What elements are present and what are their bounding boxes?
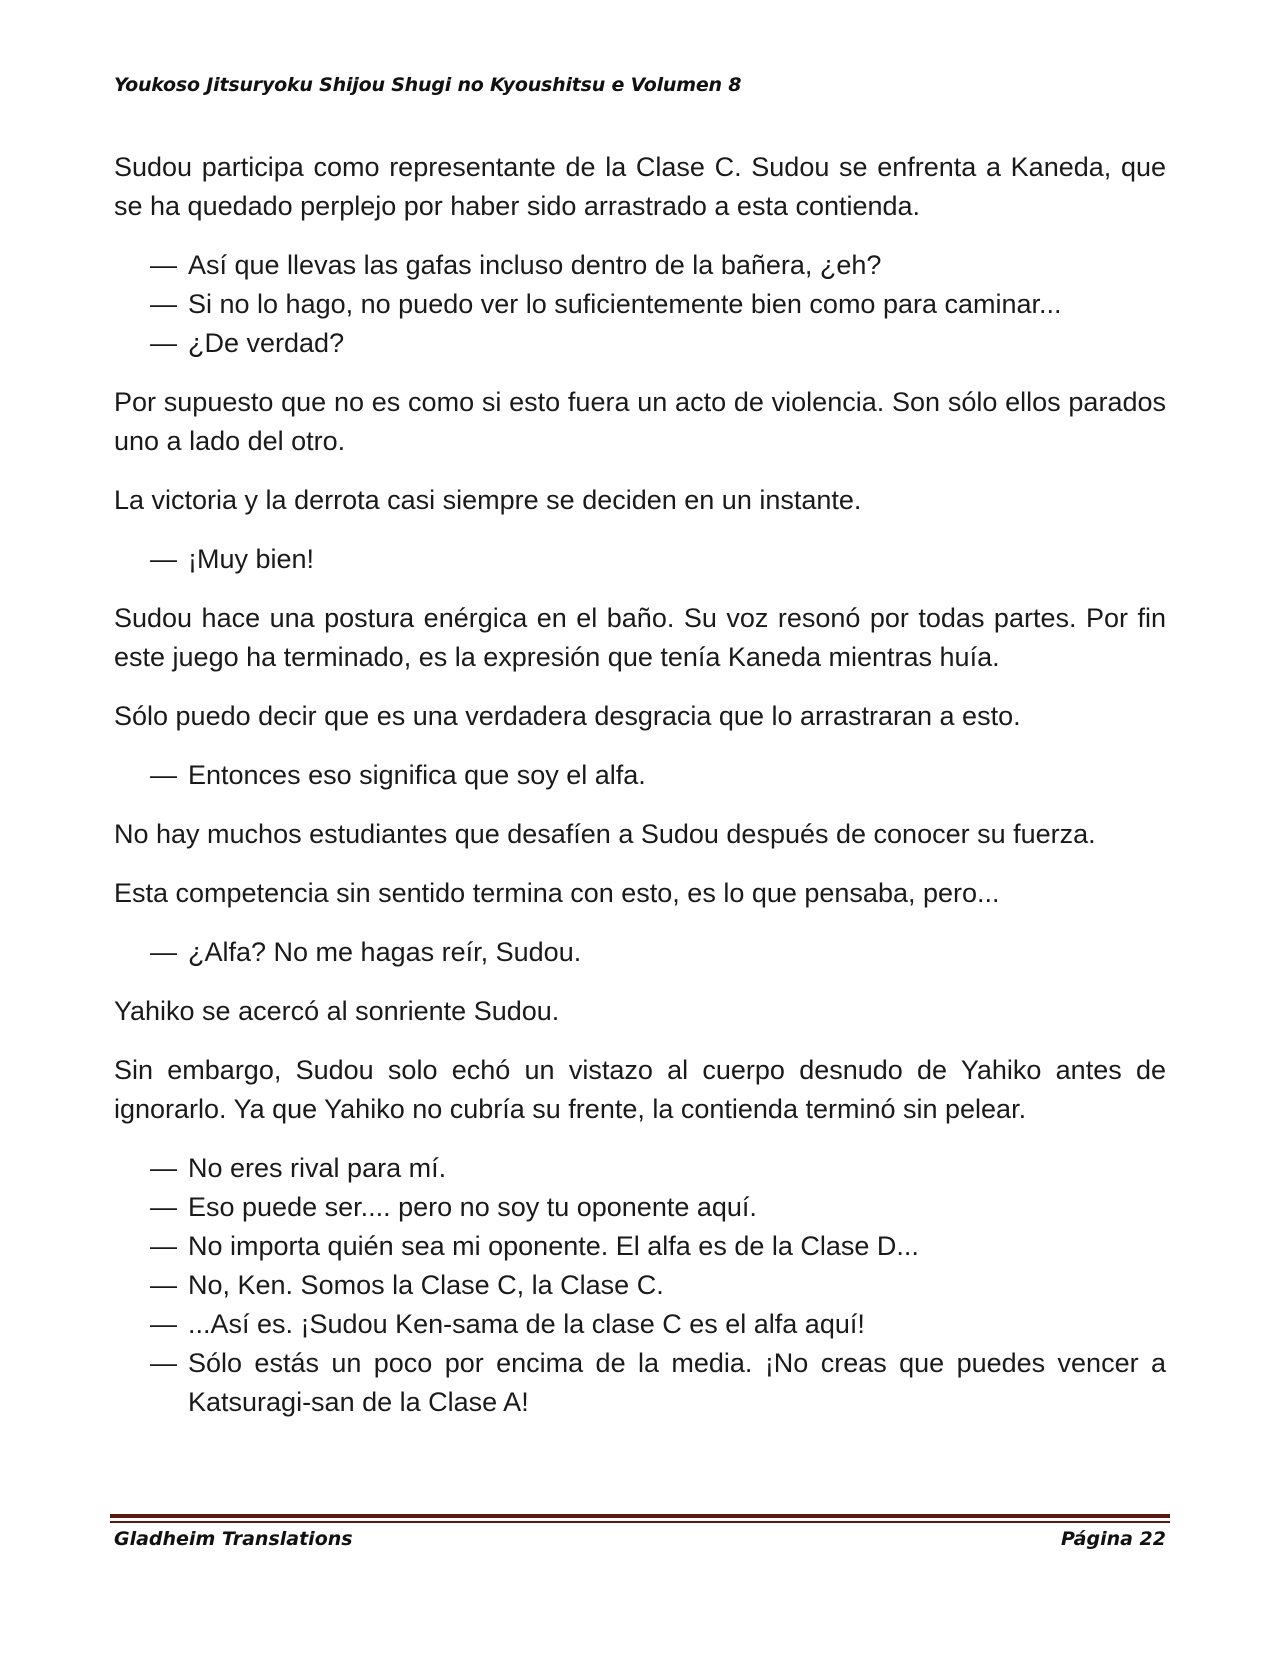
dialogue-line bbox=[150, 933, 1166, 972]
dialogue-block bbox=[114, 756, 1166, 795]
dialogue-text: ...Así es. ¡Sudou Ken-sama de la clase C es el alfa aquí! bbox=[188, 1309, 865, 1339]
footer-divider-thick bbox=[110, 1514, 1170, 1518]
dialogue-line bbox=[150, 285, 1166, 324]
paragraph: Sudou hace una postura enérgica en el baño. Su voz resonó por todas partes. Por fin este juego ha terminado, es la expresión que tenía Kaneda mientras huía. bbox=[114, 603, 1166, 672]
dialogue-text: Entonces eso significa que soy el alfa. bbox=[188, 760, 646, 790]
dialogue-line bbox=[150, 1149, 1166, 1188]
em-dash: — bbox=[150, 1348, 177, 1378]
em-dash: — bbox=[150, 1231, 177, 1261]
em-dash: — bbox=[150, 1270, 177, 1300]
em-dash: — bbox=[150, 250, 177, 280]
paragraph: Sudou participa como representante de la Clase C. Sudou se enfrenta a Kaneda, que se ha quedado perplejo por haber sido arrastrado a esta contienda. bbox=[114, 152, 1166, 221]
dialogue-line bbox=[150, 1305, 1166, 1344]
em-dash: — bbox=[150, 1192, 177, 1222]
footer-page-number: Página 22 bbox=[1060, 1528, 1166, 1550]
dialogue-text: ¿Alfa? No me hagas reír, Sudou. bbox=[188, 937, 582, 967]
dialogue-line bbox=[150, 324, 1166, 363]
dialogue-line bbox=[150, 540, 1166, 579]
em-dash: — bbox=[150, 760, 177, 790]
dialogue-text: No eres rival para mí. bbox=[188, 1153, 447, 1183]
dialogue-text: No, Ken. Somos la Clase C, la Clase C. bbox=[188, 1270, 664, 1300]
dialogue-block bbox=[114, 933, 1166, 972]
paragraph: La victoria y la derrota casi siempre se deciden en un instante. bbox=[114, 485, 862, 515]
paragraph: Esta competencia sin sentido termina con esto, es lo que pensaba, pero... bbox=[114, 878, 1000, 908]
dialogue-text: ¿De verdad? bbox=[188, 328, 345, 358]
em-dash: — bbox=[150, 289, 177, 319]
dialogue-text: No importa quién sea mi oponente. El alfa es de la Clase D... bbox=[188, 1231, 919, 1261]
dialogue-line bbox=[150, 1266, 1166, 1305]
dialogue-block bbox=[114, 1149, 1166, 1422]
paragraph: No hay muchos estudiantes que desafíen a Sudou después de conocer su fuerza. bbox=[114, 819, 1096, 849]
dialogue-text: ¡Muy bien! bbox=[188, 544, 315, 574]
paragraph: Sin embargo, Sudou solo echó un vistazo al cuerpo desnudo de Yahiko antes de ignorarlo. Ya que Yahiko no cubría su frente, la contienda terminó sin pelear. bbox=[114, 1055, 1166, 1124]
paragraph: Yahiko se acercó al sonriente Sudou. bbox=[114, 996, 560, 1026]
dialogue-line bbox=[150, 1188, 1166, 1227]
dialogue-line bbox=[150, 1227, 1166, 1266]
em-dash: — bbox=[150, 937, 177, 967]
em-dash: — bbox=[150, 1153, 177, 1183]
dialogue-block bbox=[114, 540, 1166, 579]
paragraph: Por supuesto que no es como si esto fuera un acto de violencia. Son sólo ellos parados uno a lado del otro. bbox=[114, 387, 1166, 456]
dialogue-block bbox=[114, 246, 1166, 363]
dialogue-text: Sólo estás un poco por encima de la media. ¡No creas que puedes vencer a Katsuragi-san de la Clase A! bbox=[188, 1348, 1166, 1417]
document-body bbox=[114, 148, 1166, 1442]
dialogue-text: Eso puede ser.... pero no soy tu oponente aquí. bbox=[188, 1192, 757, 1222]
dialogue-text: Si no lo hago, no puedo ver lo suficientemente bien como para caminar... bbox=[188, 289, 1062, 319]
em-dash: — bbox=[150, 328, 177, 358]
footer-divider-thin bbox=[110, 1521, 1170, 1523]
dialogue-text: Así que llevas las gafas incluso dentro de la bañera, ¿eh? bbox=[188, 250, 882, 280]
footer-translator-credit: Gladheim Translations bbox=[114, 1528, 353, 1550]
page-header-title: Youkoso Jitsuryoku Shijou Shugi no Kyoushitsu e Volumen 8 bbox=[114, 74, 742, 96]
dialogue-line bbox=[150, 246, 1166, 285]
em-dash: — bbox=[150, 1309, 177, 1339]
dialogue-line bbox=[150, 756, 1166, 795]
dialogue-line bbox=[150, 1344, 1166, 1422]
paragraph: Sólo puedo decir que es una verdadera desgracia que lo arrastraran a esto. bbox=[114, 701, 1021, 731]
em-dash: — bbox=[150, 544, 177, 574]
